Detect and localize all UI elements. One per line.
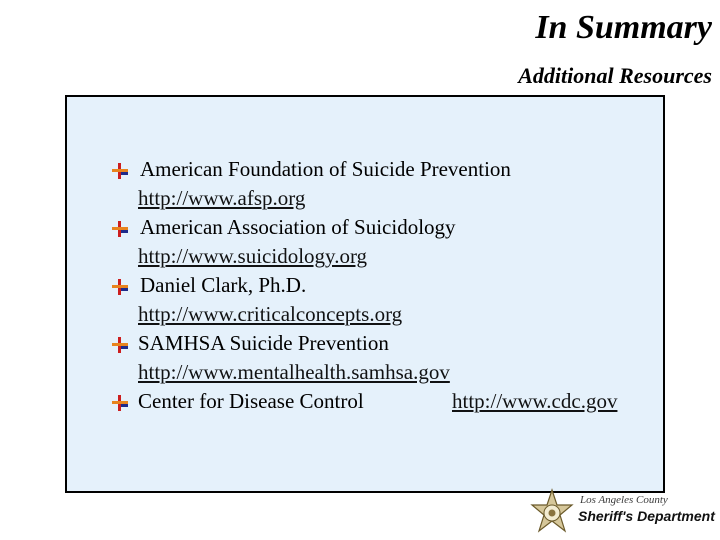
sheriff-logo [530,488,716,538]
resource-name: SAMHSA Suicide Prevention [138,331,389,355]
logo-department-text: Sheriff's Department [578,508,715,524]
resource-name: Center for Disease Control [138,389,364,413]
list-item [112,358,660,387]
resource-name: American Foundation of Suicide Prevention [140,157,511,181]
resource-link[interactable]: http://www.cdc.gov [452,389,618,413]
slide-title: In Summary [535,9,712,46]
sheriff-star-icon [530,488,574,538]
bullet-icon [112,163,128,179]
list-item [112,387,660,416]
bullet-icon [112,337,128,353]
resources-list [112,155,660,416]
resource-name: Daniel Clark, Ph.D. [140,273,307,297]
bullet-icon [112,395,128,411]
resource-link[interactable]: http://www.suicidology.org [138,244,368,268]
logo-county-text: Los Angeles County [580,494,668,506]
resource-link[interactable]: http://www.criticalconcepts.org [138,302,403,326]
list-item [112,155,660,184]
resource-link[interactable]: http://www.afsp.org [138,186,306,210]
resource-name: American Association of Suicidology [140,215,456,239]
list-item [112,329,660,358]
list-item [112,300,660,329]
list-item [112,213,660,242]
bullet-icon [112,221,128,237]
list-item [112,184,660,213]
list-item [112,271,660,300]
bullet-icon [112,279,128,295]
slide-subtitle: Additional Resources [518,63,712,88]
resource-link[interactable]: http://www.mentalhealth.samhsa.gov [138,360,450,384]
list-item [112,242,660,271]
